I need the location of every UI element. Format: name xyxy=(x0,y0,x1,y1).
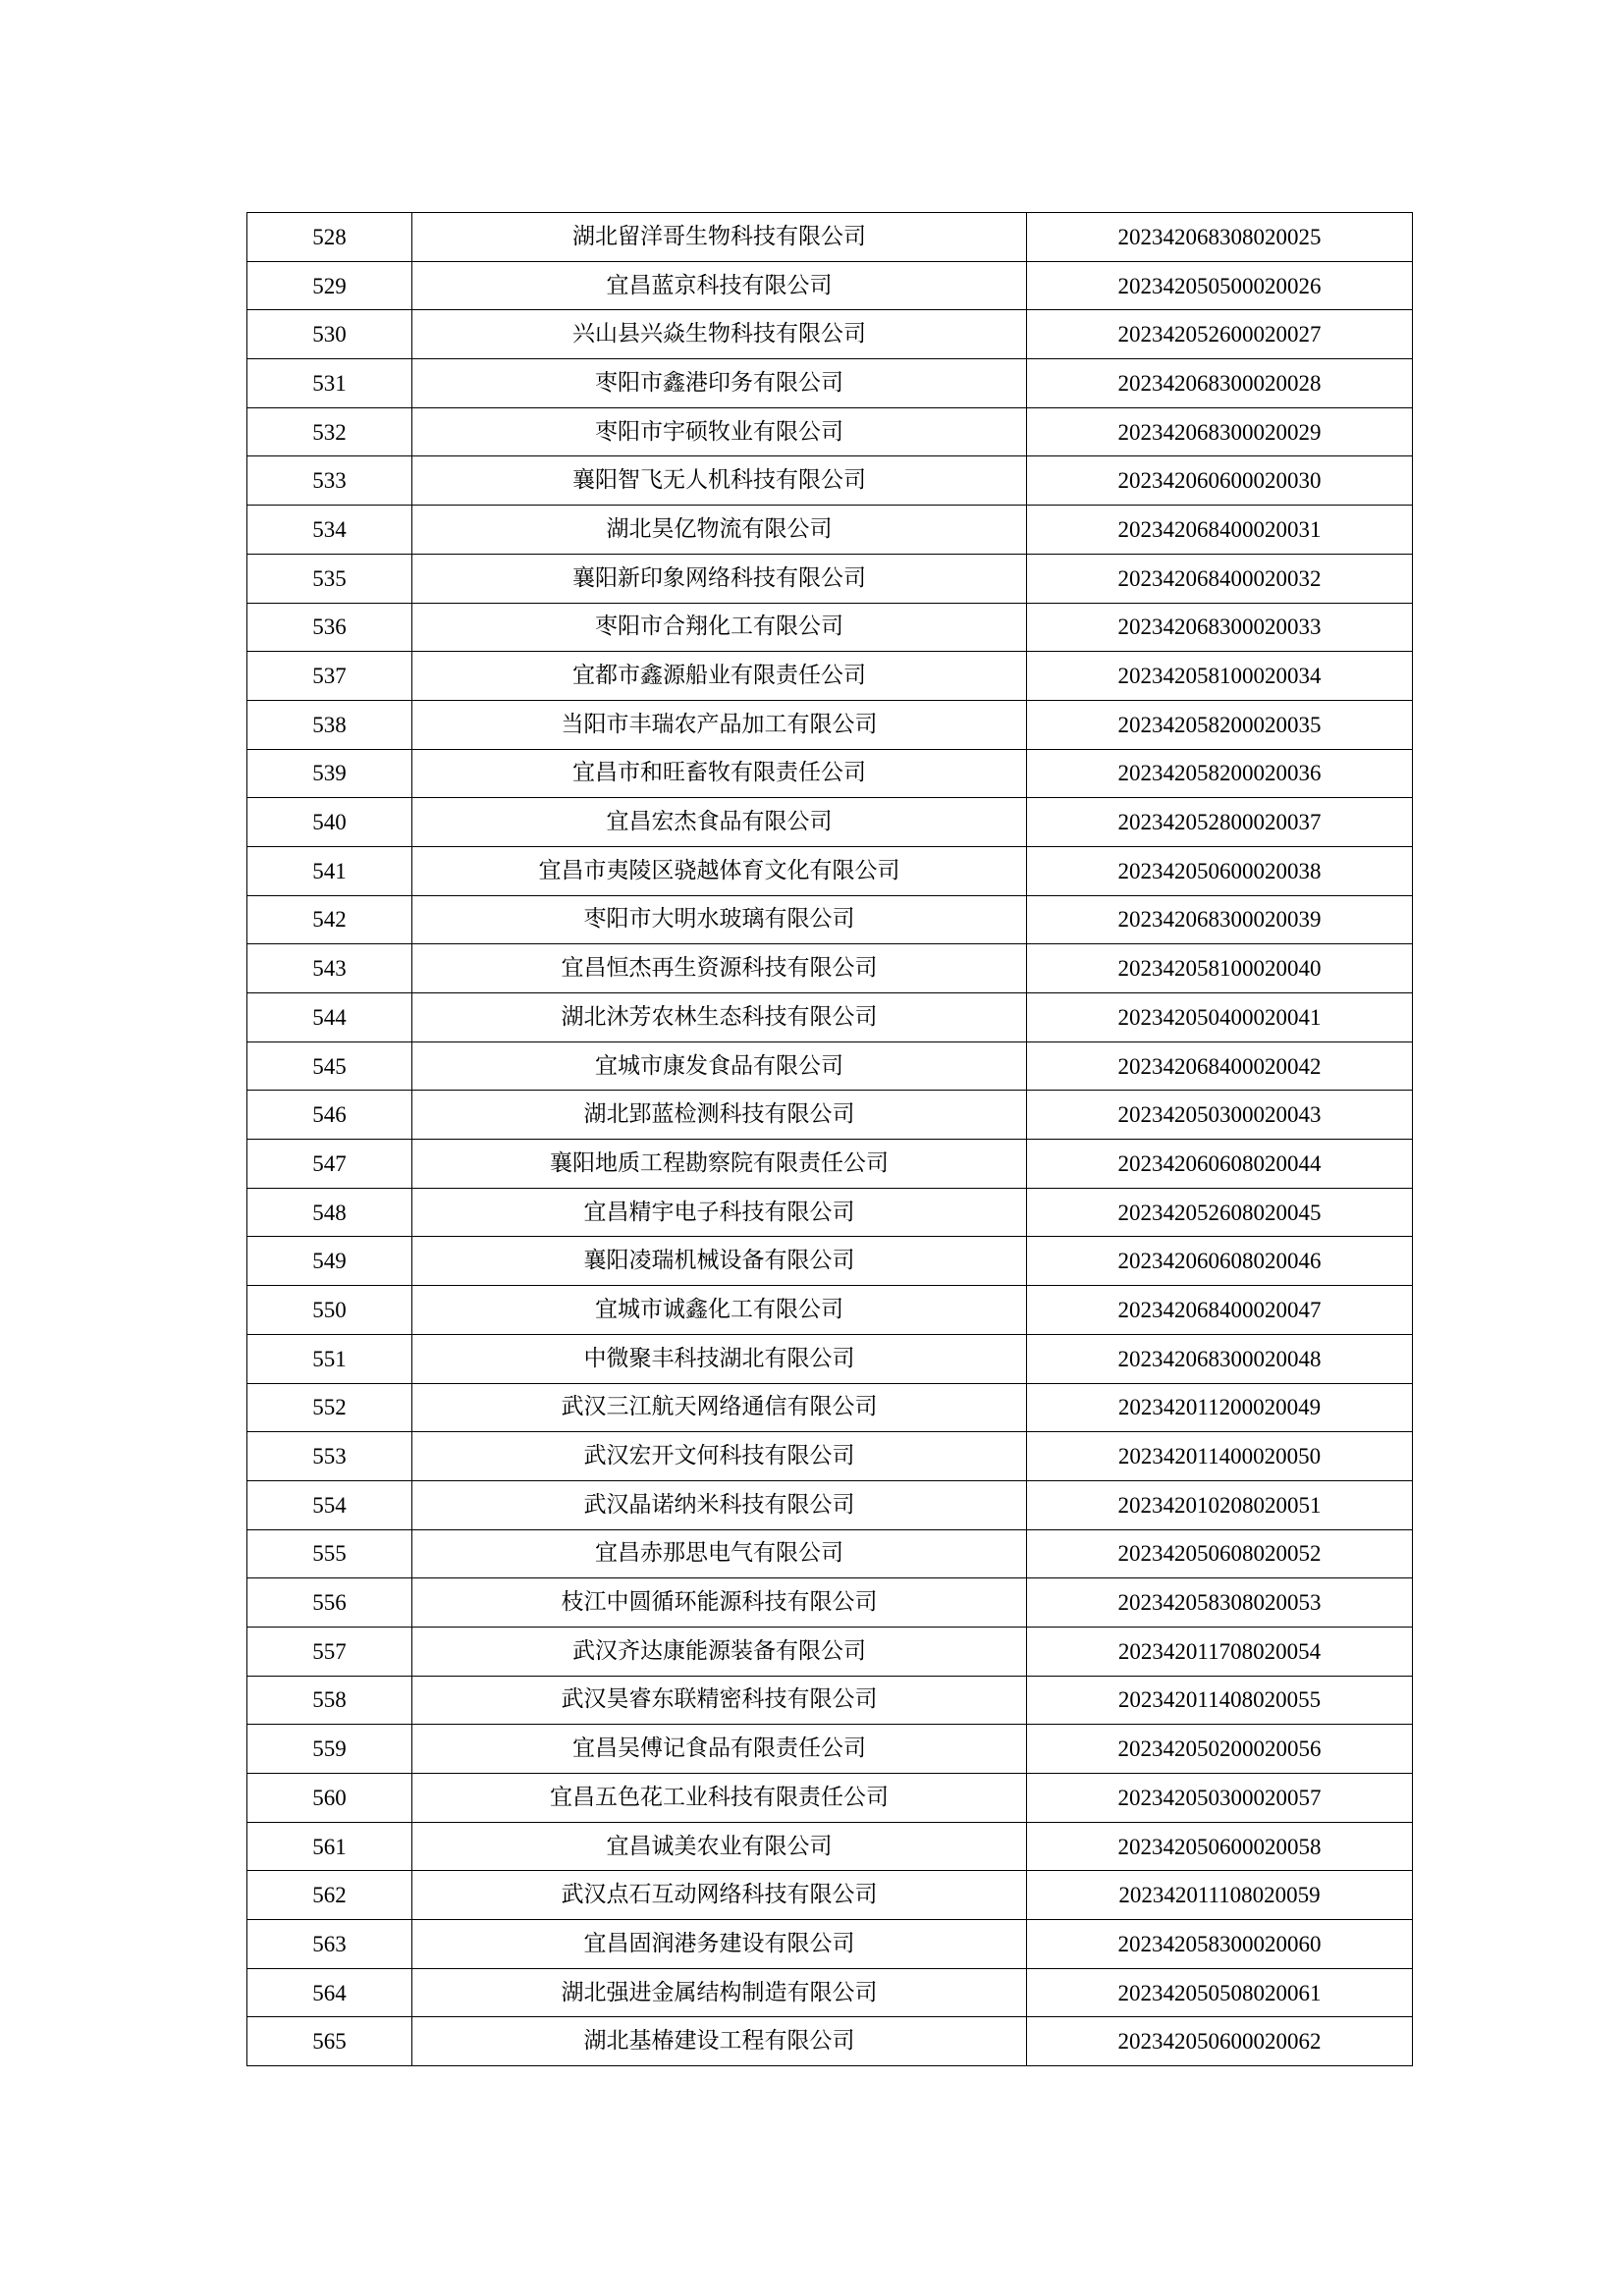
company-name-cell: 襄阳地质工程勘察院有限责任公司 xyxy=(412,1140,1027,1189)
row-number-cell: 538 xyxy=(247,700,412,749)
row-number-cell: 565 xyxy=(247,2017,412,2066)
registration-code-cell: 202342058300020060 xyxy=(1027,1920,1413,1969)
registration-code-cell: 202342050500020026 xyxy=(1027,261,1413,310)
registration-code-cell: 202342011108020059 xyxy=(1027,1871,1413,1920)
row-number-cell: 553 xyxy=(247,1432,412,1481)
row-number-cell: 550 xyxy=(247,1286,412,1335)
row-number-cell: 532 xyxy=(247,407,412,456)
row-number-cell: 542 xyxy=(247,895,412,944)
registration-code-cell: 202342068300020033 xyxy=(1027,603,1413,652)
company-name-cell: 当阳市丰瑞农产品加工有限公司 xyxy=(412,700,1027,749)
company-name-cell: 宜城市诚鑫化工有限公司 xyxy=(412,1286,1027,1335)
company-name-cell: 宜昌宏杰食品有限公司 xyxy=(412,798,1027,847)
registration-code-cell: 202342052800020037 xyxy=(1027,798,1413,847)
company-name-cell: 湖北留洋哥生物科技有限公司 xyxy=(412,213,1027,262)
company-name-cell: 宜昌恒杰再生资源科技有限公司 xyxy=(412,944,1027,993)
company-name-cell: 宜昌诚美农业有限公司 xyxy=(412,1822,1027,1871)
table-row xyxy=(247,993,1413,1042)
registration-code-cell: 202342058100020040 xyxy=(1027,944,1413,993)
row-number-cell: 530 xyxy=(247,310,412,359)
registration-code-cell: 202342068400020032 xyxy=(1027,554,1413,603)
registration-code-cell: 202342050300020043 xyxy=(1027,1091,1413,1140)
row-number-cell: 551 xyxy=(247,1334,412,1383)
row-number-cell: 548 xyxy=(247,1188,412,1237)
table-row xyxy=(247,506,1413,555)
registration-code-cell: 202342050300020057 xyxy=(1027,1774,1413,1823)
company-name-cell: 宜昌赤那思电气有限公司 xyxy=(412,1529,1027,1578)
table-row xyxy=(247,1383,1413,1432)
registration-code-cell: 202342068300020029 xyxy=(1027,407,1413,456)
row-number-cell: 544 xyxy=(247,993,412,1042)
company-name-cell: 宜昌市夷陵区骁越体育文化有限公司 xyxy=(412,846,1027,895)
table-row xyxy=(247,1822,1413,1871)
row-number-cell: 541 xyxy=(247,846,412,895)
table-row xyxy=(247,1920,1413,1969)
table-row xyxy=(247,1140,1413,1189)
table-row xyxy=(247,700,1413,749)
table-row xyxy=(247,359,1413,408)
row-number-cell: 540 xyxy=(247,798,412,847)
row-number-cell: 549 xyxy=(247,1237,412,1286)
company-name-cell: 枣阳市合翔化工有限公司 xyxy=(412,603,1027,652)
registration-code-cell: 202342050608020052 xyxy=(1027,1529,1413,1578)
row-number-cell: 539 xyxy=(247,749,412,798)
table-row xyxy=(247,603,1413,652)
registration-code-cell: 202342050200020056 xyxy=(1027,1725,1413,1774)
registration-code-cell: 202342010208020051 xyxy=(1027,1480,1413,1529)
company-name-cell: 襄阳智飞无人机科技有限公司 xyxy=(412,456,1027,506)
table-row xyxy=(247,652,1413,701)
row-number-cell: 543 xyxy=(247,944,412,993)
registration-code-cell: 202342068308020025 xyxy=(1027,213,1413,262)
company-name-cell: 湖北郢蓝检测科技有限公司 xyxy=(412,1091,1027,1140)
registration-code-cell: 202342050600020038 xyxy=(1027,846,1413,895)
registration-code-cell: 202342011408020055 xyxy=(1027,1676,1413,1725)
company-name-cell: 湖北强进金属结构制造有限公司 xyxy=(412,1968,1027,2017)
table-row xyxy=(247,1725,1413,1774)
company-name-cell: 宜昌市和旺畜牧有限责任公司 xyxy=(412,749,1027,798)
row-number-cell: 534 xyxy=(247,506,412,555)
company-name-cell: 湖北昊亿物流有限公司 xyxy=(412,506,1027,555)
row-number-cell: 535 xyxy=(247,554,412,603)
table-body xyxy=(247,213,1413,2066)
company-name-cell: 枝江中圆循环能源科技有限公司 xyxy=(412,1578,1027,1628)
registration-code-cell: 202342011400020050 xyxy=(1027,1432,1413,1481)
row-number-cell: 560 xyxy=(247,1774,412,1823)
registration-code-cell: 202342068400020031 xyxy=(1027,506,1413,555)
registration-code-cell: 202342052608020045 xyxy=(1027,1188,1413,1237)
company-name-cell: 宜都市鑫源船业有限责任公司 xyxy=(412,652,1027,701)
company-name-cell: 宜昌精宇电子科技有限公司 xyxy=(412,1188,1027,1237)
company-name-cell: 武汉昊睿东联精密科技有限公司 xyxy=(412,1676,1027,1725)
row-number-cell: 564 xyxy=(247,1968,412,2017)
row-number-cell: 533 xyxy=(247,456,412,506)
row-number-cell: 559 xyxy=(247,1725,412,1774)
table-row xyxy=(247,407,1413,456)
company-name-cell: 宜昌吴傅记食品有限责任公司 xyxy=(412,1725,1027,1774)
table-row xyxy=(247,1968,1413,2017)
row-number-cell: 555 xyxy=(247,1529,412,1578)
company-name-cell: 兴山县兴焱生物科技有限公司 xyxy=(412,310,1027,359)
registration-code-cell: 202342011200020049 xyxy=(1027,1383,1413,1432)
row-number-cell: 557 xyxy=(247,1627,412,1676)
company-name-cell: 枣阳市大明水玻璃有限公司 xyxy=(412,895,1027,944)
row-number-cell: 561 xyxy=(247,1822,412,1871)
company-name-cell: 中微聚丰科技湖北有限公司 xyxy=(412,1334,1027,1383)
row-number-cell: 554 xyxy=(247,1480,412,1529)
registration-code-cell: 202342058100020034 xyxy=(1027,652,1413,701)
registration-code-cell: 202342011708020054 xyxy=(1027,1627,1413,1676)
row-number-cell: 536 xyxy=(247,603,412,652)
registration-code-cell: 202342060608020046 xyxy=(1027,1237,1413,1286)
row-number-cell: 552 xyxy=(247,1383,412,1432)
table-row xyxy=(247,1774,1413,1823)
table-row xyxy=(247,1578,1413,1628)
table-row xyxy=(247,310,1413,359)
registration-code-cell: 202342068300020039 xyxy=(1027,895,1413,944)
table-row xyxy=(247,1188,1413,1237)
registration-code-cell: 202342068400020042 xyxy=(1027,1041,1413,1091)
table-row xyxy=(247,2017,1413,2066)
row-number-cell: 547 xyxy=(247,1140,412,1189)
registration-code-cell: 202342068300020048 xyxy=(1027,1334,1413,1383)
company-name-cell: 襄阳凌瑞机械设备有限公司 xyxy=(412,1237,1027,1286)
company-name-cell: 宜昌蓝京科技有限公司 xyxy=(412,261,1027,310)
table-row xyxy=(247,261,1413,310)
registration-code-cell: 202342058200020035 xyxy=(1027,700,1413,749)
table-row xyxy=(247,846,1413,895)
row-number-cell: 529 xyxy=(247,261,412,310)
table-row xyxy=(247,1091,1413,1140)
row-number-cell: 531 xyxy=(247,359,412,408)
table-row xyxy=(247,1480,1413,1529)
registration-code-cell: 202342058200020036 xyxy=(1027,749,1413,798)
table-row xyxy=(247,1041,1413,1091)
registration-code-cell: 202342052600020027 xyxy=(1027,310,1413,359)
company-name-cell: 枣阳市鑫港印务有限公司 xyxy=(412,359,1027,408)
table-row xyxy=(247,944,1413,993)
company-name-cell: 武汉三江航天网络通信有限公司 xyxy=(412,1383,1027,1432)
row-number-cell: 537 xyxy=(247,652,412,701)
table-row xyxy=(247,798,1413,847)
registration-code-cell: 202342050400020041 xyxy=(1027,993,1413,1042)
company-name-cell: 武汉点石互动网络科技有限公司 xyxy=(412,1871,1027,1920)
registration-code-cell: 202342050600020062 xyxy=(1027,2017,1413,2066)
registration-code-cell: 202342058308020053 xyxy=(1027,1578,1413,1628)
registration-code-cell: 202342050508020061 xyxy=(1027,1968,1413,2017)
row-number-cell: 545 xyxy=(247,1041,412,1091)
table-row xyxy=(247,1286,1413,1335)
company-name-cell: 武汉齐达康能源装备有限公司 xyxy=(412,1627,1027,1676)
registration-code-cell: 202342060608020044 xyxy=(1027,1140,1413,1189)
table-row xyxy=(247,1334,1413,1383)
company-name-cell: 枣阳市宇硕牧业有限公司 xyxy=(412,407,1027,456)
company-name-cell: 宜昌固润港务建设有限公司 xyxy=(412,1920,1027,1969)
company-registry-table xyxy=(246,212,1413,2066)
company-name-cell: 湖北基椿建设工程有限公司 xyxy=(412,2017,1027,2066)
table-row xyxy=(247,456,1413,506)
company-name-cell: 襄阳新印象网络科技有限公司 xyxy=(412,554,1027,603)
table-row xyxy=(247,554,1413,603)
registration-code-cell: 202342068400020047 xyxy=(1027,1286,1413,1335)
company-name-cell: 湖北沐芳农林生态科技有限公司 xyxy=(412,993,1027,1042)
table-row xyxy=(247,1871,1413,1920)
table-row xyxy=(247,895,1413,944)
table-row xyxy=(247,1627,1413,1676)
row-number-cell: 558 xyxy=(247,1676,412,1725)
registration-code-cell: 202342050600020058 xyxy=(1027,1822,1413,1871)
company-name-cell: 武汉宏开文何科技有限公司 xyxy=(412,1432,1027,1481)
table-row xyxy=(247,749,1413,798)
row-number-cell: 528 xyxy=(247,213,412,262)
row-number-cell: 562 xyxy=(247,1871,412,1920)
row-number-cell: 546 xyxy=(247,1091,412,1140)
table-row xyxy=(247,213,1413,262)
registration-code-cell: 202342060600020030 xyxy=(1027,456,1413,506)
table-row xyxy=(247,1529,1413,1578)
company-name-cell: 宜城市康发食品有限公司 xyxy=(412,1041,1027,1091)
row-number-cell: 556 xyxy=(247,1578,412,1628)
row-number-cell: 563 xyxy=(247,1920,412,1969)
company-name-cell: 宜昌五色花工业科技有限责任公司 xyxy=(412,1774,1027,1823)
table-row xyxy=(247,1237,1413,1286)
company-name-cell: 武汉晶诺纳米科技有限公司 xyxy=(412,1480,1027,1529)
table-row xyxy=(247,1676,1413,1725)
registration-code-cell: 202342068300020028 xyxy=(1027,359,1413,408)
table-row xyxy=(247,1432,1413,1481)
